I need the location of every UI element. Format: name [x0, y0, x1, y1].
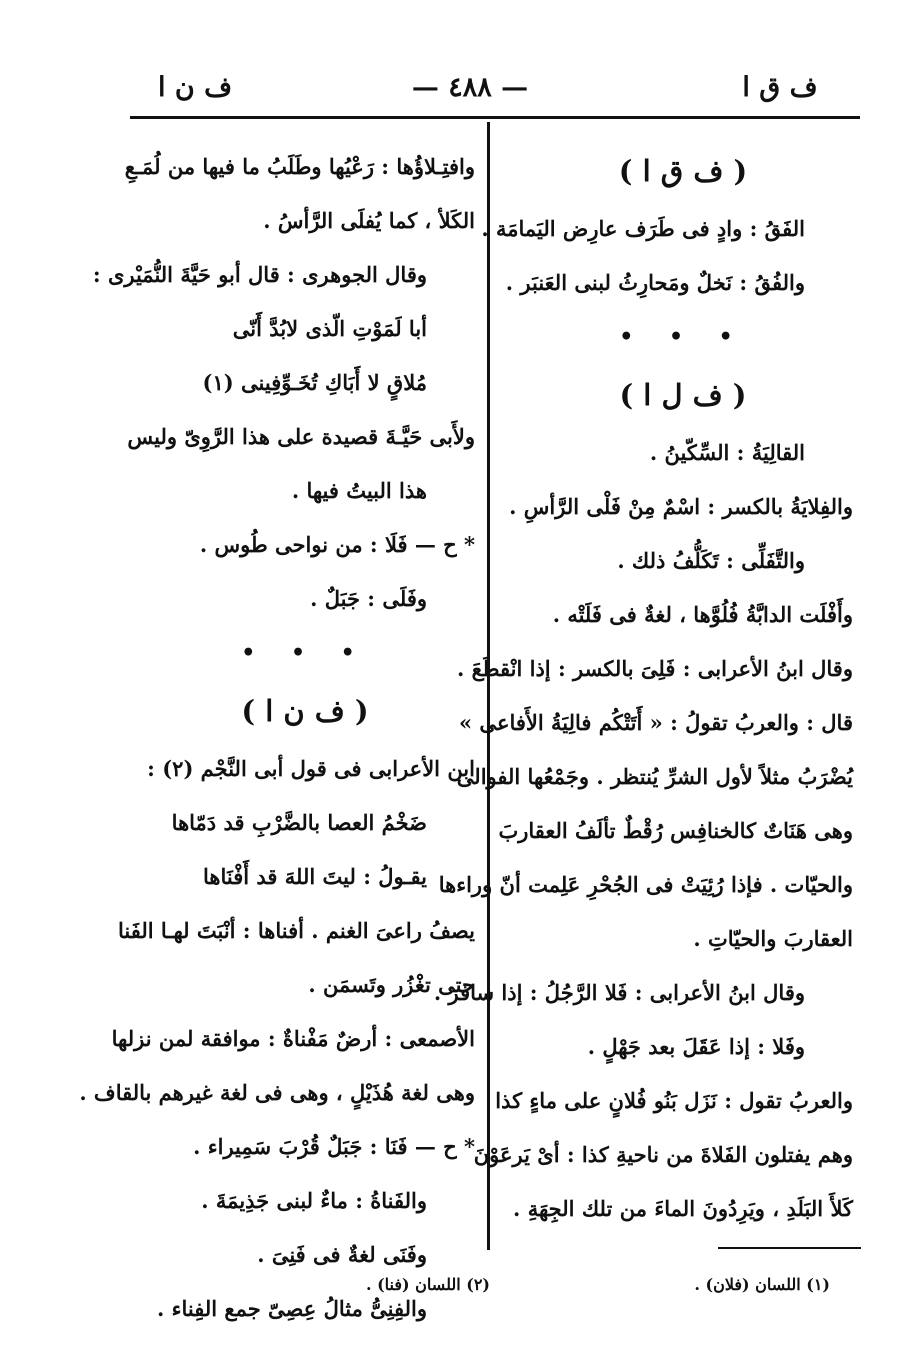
- text-line: ضَخْمُ العصا بالضَّرْبِ قد دَمّاها: [171, 810, 427, 835]
- running-head-right: ف ق ا: [742, 72, 818, 103]
- text-line: العقاربَ والحيّاتِ .: [693, 926, 853, 951]
- text-line: وفَنَى لغةٌ فى فَنِىَ .: [257, 1242, 427, 1267]
- text-line: وافتِـلاؤُها : رَعْيُها وطَلَبُ ما فيها من لُمَـعِ: [124, 154, 475, 179]
- text-line: الكَلأ ، كما يُفلَى الرَّأسُ .: [263, 208, 475, 233]
- footnote-2: (٢) اللسان (فنا) .: [365, 1275, 490, 1294]
- text-line: والحيّات . فإذا رُئِيَتْ فى الجُحْرِ عَلِمت أنّ وراءها: [438, 872, 853, 897]
- entry-heading: ( ف ق ا ): [618, 154, 748, 188]
- text-line: وقال ابنُ الأعرابى : فَلا الرَّجُلُ : إذا سافرَ .: [433, 980, 805, 1005]
- text-line: وأَفْلَت الدابَّةُ فُلُوَّها ، لغةٌ فى فَلَتْه .: [552, 602, 853, 627]
- text-line: الأصمعى : أرضٌ مَفْناةٌ : موافقة لمن نزلها: [111, 1026, 475, 1051]
- text-line: يُضْرَبُ مثلاً لأول الشرِّ يُنتظر . وجَمْعُها الفوالى: [456, 764, 853, 789]
- running-head-left: ف ن ا: [157, 72, 233, 103]
- text-line: حتى تغْزُر وتَسمَن .: [308, 972, 475, 997]
- text-line: يقـولُ : ليتَ اللهَ قد أَفْنَاها: [203, 864, 427, 889]
- left-column: [79, 140, 475, 1336]
- entry-heading: ( ف ن ا ): [241, 694, 369, 728]
- text-line: وهى لغة هُذَيْلٍ ، وهى فى لغة غيرهم بالقاف .: [79, 1080, 475, 1105]
- text-line: والفِلايَةُ بالكسر : اسْمٌ مِنْ فَلْى الرَّأسِ .: [509, 494, 853, 519]
- text-line: كَلأَ البَلَدِ ، ويَرِدُونَ الماءَ من تلك الجِهَةِ .: [513, 1196, 853, 1221]
- text-line: يصفُ راعىَ الغنم . أفناها : أنْبَتَ لهـا الفَنا: [118, 918, 475, 943]
- text-line: هذا البيتُ فيها .: [291, 478, 427, 503]
- section-separator: • • •: [619, 324, 747, 350]
- section-separator: • • •: [241, 640, 369, 666]
- page-number: — ٤٨٨ —: [411, 72, 529, 103]
- footnote-1: (١) اللسان (فلان) .: [694, 1275, 830, 1294]
- text-line: والتَّفَلِّى : تَكَلُّفُ ذلك .: [617, 548, 805, 573]
- text-line: ولأَبى حَيَّـةَ قصيدة على هذا الرَّوِىّ وليس: [127, 424, 475, 449]
- text-line: ابن الأعرابى فى قول أبى النَّجْم (٢) :: [147, 756, 475, 781]
- text-line: أبا لَمَوْتِ الّذى لابُدَّ أَنّى: [232, 316, 427, 341]
- text-line: قال : والعربُ تقولُ : « أَتَتْكُم فالِيَةُ الأَفاعى »: [459, 710, 853, 735]
- text-line: والعربُ تقول : نَزَل بَنُو فُلانٍ على ماءٍ كذا: [495, 1088, 853, 1113]
- text-line: والفَناةُ : ماءٌ لبنى جَذِيمَةَ .: [201, 1188, 427, 1213]
- right-column: [433, 140, 853, 1236]
- text-line: الفَقُ : وادٍ فى طَرَف عارِض اليَمامَة .: [481, 216, 805, 241]
- text-line: والفِنِىُّ مثالُ عِصِىّ جمع الفِناء .: [157, 1296, 427, 1321]
- text-line: * ح — فَلَا : من نواحى طُوس .: [199, 532, 475, 557]
- footnote-rule: [718, 1247, 861, 1249]
- text-line: وفَلا : إذا عَقَلَ بعد جَهْلٍ .: [587, 1034, 805, 1059]
- text-line: وفَلَى : جَبَلٌ .: [310, 586, 427, 611]
- text-line: وقال ابنُ الأعرابى : فَلِىَ بالكسر : إذا انْقطَعَ .: [456, 656, 853, 681]
- text-line: وهى هَنَاتٌ كالخنافِس رُقْطٌ تألَفُ العقاربَ: [498, 818, 853, 843]
- text-line: وقال الجوهرى : قال أبو حَيَّةَ النُّمَيْرى :: [92, 262, 427, 287]
- text-line: مُلاقٍ لا أَبَاكِ تُخَـوِّفِينى (١): [202, 370, 427, 395]
- text-line: * ح — فَنَا : جَبَلٌ قُرْبَ سَمِيراء .: [193, 1134, 475, 1159]
- text-line: القالِيَةُ : السِّكّينُ .: [649, 440, 805, 465]
- text-line: وهم يفتلون الفَلاةَ من ناحيةِ كذا : أىْ يَرعَوْنَ: [473, 1142, 853, 1167]
- entry-heading: ( ف ل ا ): [619, 378, 747, 412]
- text-line: والفُقُ : نَخلٌ ومَحارِثُ لبنى العَنبَر .: [505, 270, 805, 295]
- header-rule: [130, 116, 860, 119]
